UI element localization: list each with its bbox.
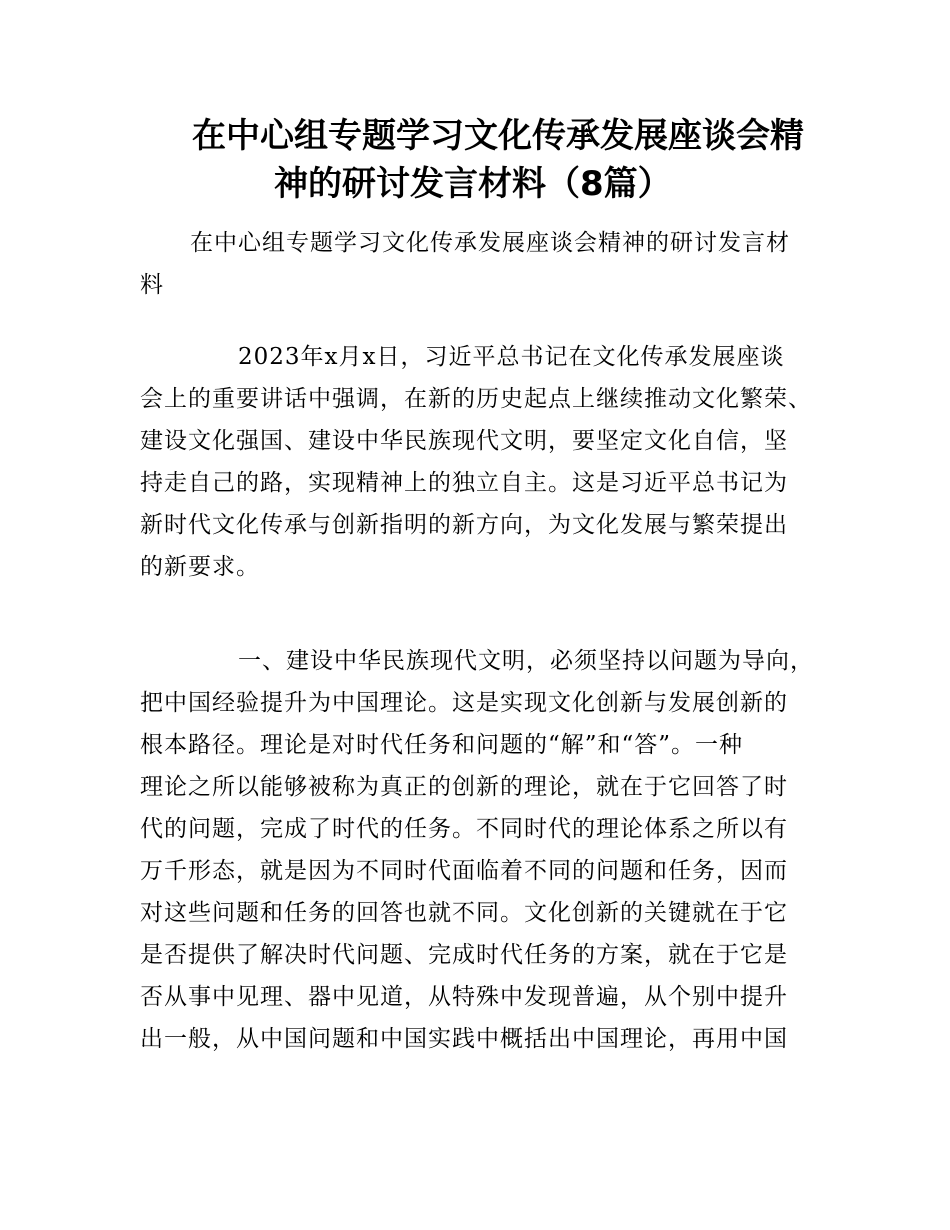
paragraph-intro (140, 336, 820, 588)
text-line: 一、建设中华民族现代文明，必须坚持以问题为导向， (238, 648, 814, 674)
title-line: 神的研讨发言材料（8篇） (274, 164, 672, 204)
paragraph-section-one (140, 640, 820, 1060)
text-line: 持走自己的路，实现精神上的独立自主。这是习近平总书记为 (140, 470, 788, 496)
text-line: 理论之所以能够被称为真正的创新的理论，就在于它回答了时 (140, 774, 788, 800)
text-line: 代的问题，完成了时代的任务。不同时代的理论体系之所以有 (140, 816, 788, 842)
text-line: 万千形态，就是因为不同时代面临着不同的问题和任务，因而 (140, 858, 788, 884)
text-line: 否从事中见理、器中见道，从特殊中发现普遍，从个别中提升 (140, 984, 788, 1010)
text-line: 根本路径。理论是对时代任务和问题的“解”和“答”。一种 (140, 732, 744, 758)
text-line: 2023年x月x日，习近平总书记在文化传承发展座谈 (238, 344, 785, 370)
text-line: 新时代文化传承与创新指明的新方向，为文化发展与繁荣提出 (140, 512, 788, 538)
text-line: 出一般，从中国问题和中国实践中概括出中国理论，再用中国 (140, 1026, 788, 1052)
text-line: 的新要求。 (140, 554, 260, 580)
text-line: 料 (140, 272, 164, 298)
text-line: 在中心组专题学习文化传承发展座谈会精神的研讨发言材 (190, 230, 790, 256)
text-line: 会上的重要讲话中强调，在新的历史起点上继续推动文化繁荣、 (140, 386, 812, 412)
text-line: 建设文化强国、建设中华民族现代文明，要坚定文化自信，坚 (140, 428, 788, 454)
text-line: 是否提供了解决时代问题、完成时代任务的方案，就在于它是 (140, 942, 788, 968)
text-line: 把中国经验提升为中国理论。这是实现文化创新与发展创新的 (140, 690, 788, 716)
text-line: 对这些问题和任务的回答也就不同。文化创新的关键就在于它 (140, 900, 788, 926)
paragraph-subtitle (140, 222, 820, 306)
title-line: 在中心组专题学习文化传承发展座谈会精 (192, 116, 804, 156)
document-title (140, 112, 820, 208)
